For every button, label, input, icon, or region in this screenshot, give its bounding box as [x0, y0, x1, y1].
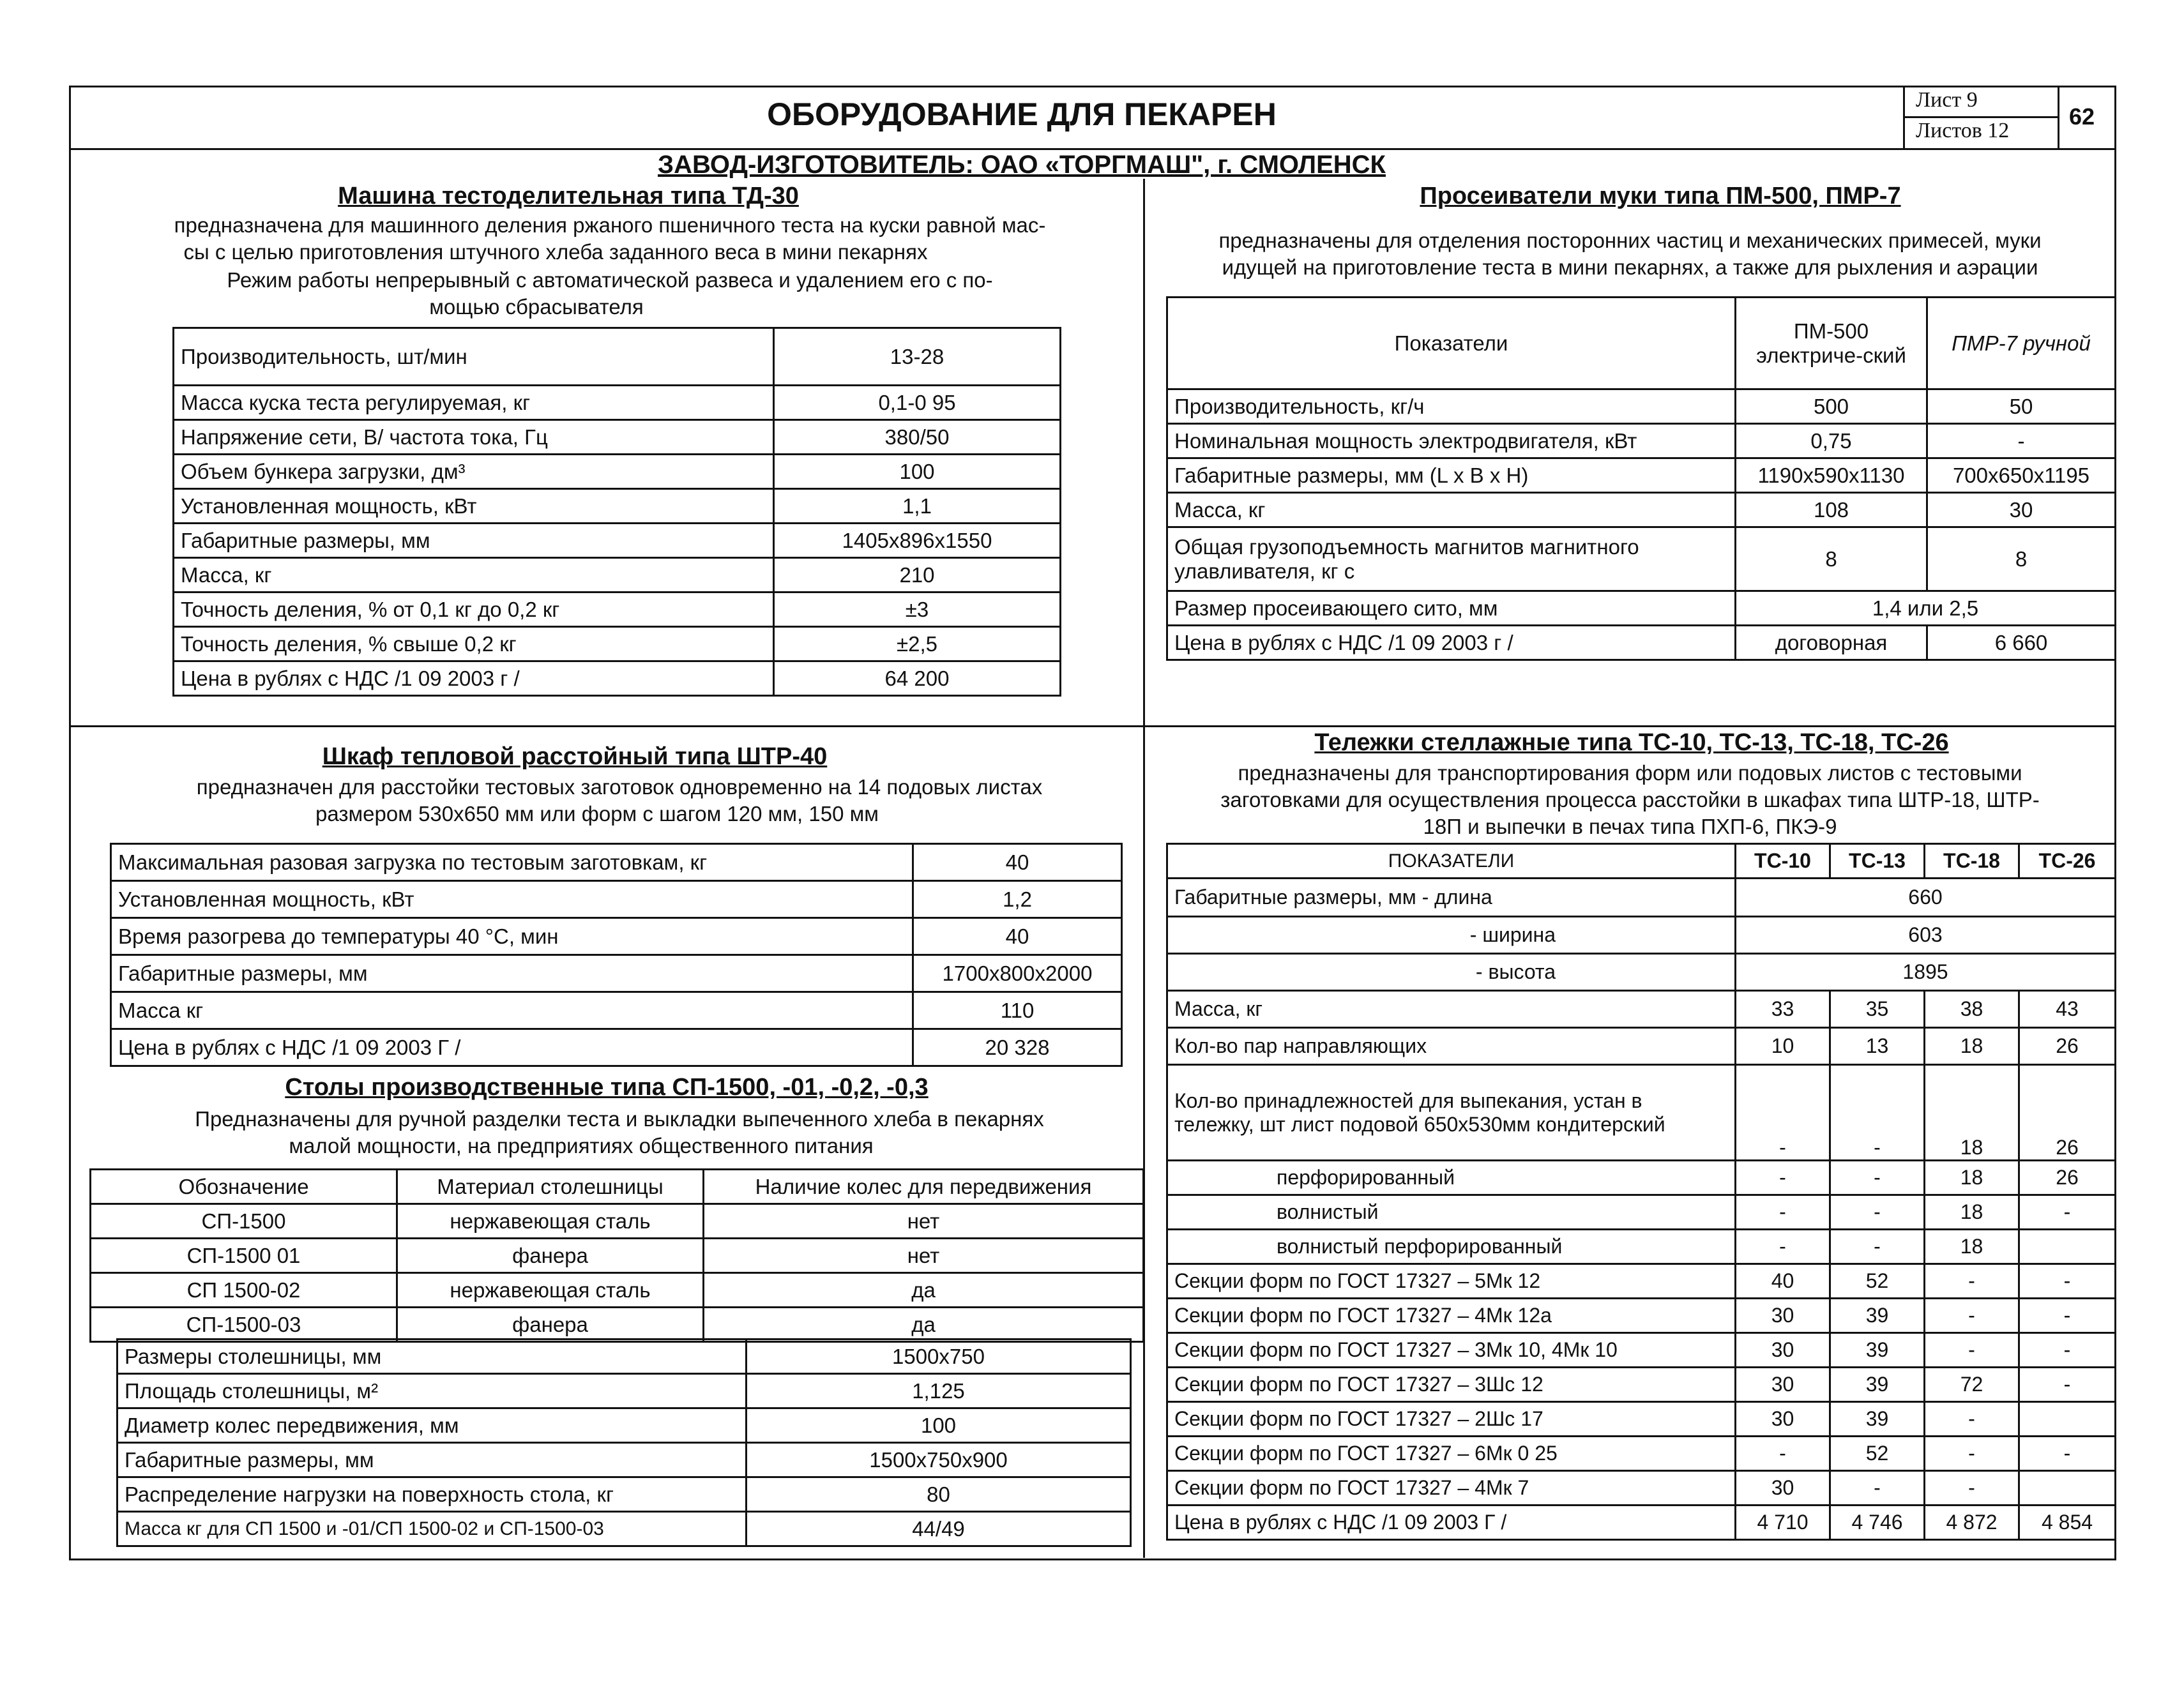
spec-value: 18 [1925, 1028, 2019, 1065]
spec-label: Максимальная разовая загрузка по тестовым заготовкам, кг [111, 844, 913, 881]
spec-label: Напряжение сети, В/ частота тока, Гц [174, 420, 774, 455]
spec-label: Габаритные размеры, мм (L x B x H) [1167, 458, 1736, 493]
table-row [1167, 1264, 2116, 1299]
sp-models-table [89, 1168, 1144, 1343]
spec-value: - [1736, 1230, 1830, 1264]
spec-value: 80 [747, 1477, 1131, 1512]
table-header-row [1167, 844, 2116, 879]
spec-value: 40 [913, 918, 1122, 955]
column-header: ПМР-7 ручной [1927, 298, 2116, 389]
spec-value: ±2,5 [774, 627, 1061, 661]
spec-value: 1700x800x2000 [913, 955, 1122, 992]
table-row [91, 1308, 1144, 1342]
table-row [174, 524, 1061, 558]
ts-desc-1: предназначены для транспортирования форм или подовых листов с тестовыми [1238, 761, 2022, 785]
spec-value: 1,2 [913, 881, 1122, 918]
spec-value: - [1830, 1065, 1925, 1161]
page-title: ОБОРУДОВАНИЕ ДЛЯ ПЕКАРЕН [767, 96, 1277, 132]
table-row [1167, 527, 2116, 591]
spec-value: 26 [2019, 1065, 2116, 1161]
spec-value: 4 872 [1925, 1506, 2019, 1540]
table-row [174, 386, 1061, 420]
middle-divider [69, 725, 2116, 727]
spec-value: - [1736, 1065, 1830, 1161]
spec-value: - [1830, 1161, 1925, 1195]
wheels: да [704, 1273, 1144, 1308]
table-row [111, 844, 1122, 881]
spec-value: 52 [1830, 1264, 1925, 1299]
column-header: ТС-18 [1925, 844, 2019, 879]
material: фанера [397, 1308, 704, 1342]
spec-value: 700x650x1195 [1927, 458, 2116, 493]
table-row [1167, 1230, 2116, 1264]
spec-value [2019, 1471, 2116, 1506]
center-divider [1143, 179, 1145, 1558]
spec-value: 33 [1736, 991, 1830, 1028]
spec-value: 500 [1736, 389, 1927, 424]
spec-label: Точность деления, % от 0,1 кг до 0,2 кг [174, 592, 774, 627]
spec-value: 1405x896x1550 [774, 524, 1061, 558]
spec-value: 18 [1925, 1230, 2019, 1264]
spec-label: Производительность, кг/ч [1167, 389, 1736, 424]
sheets-total: Листов 12 [1916, 119, 2010, 142]
ts-desc-2: заготовками для осуществления процесса расстойки в шкафах типа ШТР-18, ШТР- [1220, 788, 2040, 811]
spec-label: Габаритные размеры, мм - длина [1167, 879, 1736, 917]
table-row [111, 1029, 1122, 1066]
wheels: нет [704, 1204, 1144, 1239]
table-row [91, 1239, 1144, 1273]
model-code: СП-1500 01 [91, 1239, 397, 1273]
material: фанера [397, 1239, 704, 1273]
table-row [111, 918, 1122, 955]
spec-value: - [1925, 1437, 2019, 1471]
table-row [118, 1512, 1131, 1546]
table-row [174, 328, 1061, 386]
spec-value: 1895 [1736, 954, 2116, 991]
wheels: нет [704, 1239, 1144, 1273]
td30-desc-2: сы с целью приготовления штучного хлеба заданного веса в мини пекарнях [183, 240, 928, 264]
spec-label: Установленная мощность, кВт [174, 489, 774, 524]
spec-value: 1,125 [747, 1374, 1131, 1408]
spec-value: 4 710 [1736, 1506, 1830, 1540]
spec-value: - [2019, 1437, 2116, 1471]
table-row [1167, 1161, 2116, 1195]
pm-title: Просеиватели муки типа ПМ-500, ПМР-7 [1420, 183, 1901, 209]
spec-label: Цена в рублях с НДС /1 09 2003 г / [174, 661, 774, 696]
table-header-row [1167, 298, 2116, 389]
table-row [1167, 1028, 2116, 1065]
spec-value: 110 [913, 992, 1122, 1029]
table-row [1167, 424, 2116, 458]
table-row [118, 1477, 1131, 1512]
spec-label: Общая грузоподъемность магнитов магнитного улавливателя, кг с [1167, 527, 1736, 591]
spec-label: Размеры столешницы, мм [118, 1340, 747, 1374]
spec-value: - [1830, 1471, 1925, 1506]
spec-label: Размер просеивающего сито, мм [1167, 591, 1736, 626]
spec-value: 30 [1927, 493, 2116, 527]
spec-label: Секции форм по ГОСТ 17327 – 4Мк 12а [1167, 1299, 1736, 1333]
table-row [174, 627, 1061, 661]
spec-label: Масса, кг [174, 558, 774, 592]
table-row [1167, 917, 2116, 954]
spec-label: Площадь столешницы, м² [118, 1374, 747, 1408]
ts-title: Тележки стеллажные типа ТС-10, ТС-13, ТС-18, ТС-26 [1314, 729, 1949, 756]
pm-desc-1: предназначены для отделения посторонних частиц и механических примесей, муки [1218, 229, 2042, 252]
spec-value: 26 [2019, 1161, 2116, 1195]
column-header: ПМ-500 электриче-ский [1736, 298, 1927, 389]
model-code: СП-1500-03 [91, 1308, 397, 1342]
spec-label: - высота [1167, 954, 1736, 991]
table-row [118, 1374, 1131, 1408]
column-header: Обозначение [91, 1170, 397, 1204]
spec-value: 43 [2019, 991, 2116, 1028]
spec-value: 0,1-0 95 [774, 386, 1061, 420]
table-header-row [91, 1170, 1144, 1204]
spec-value: ±3 [774, 592, 1061, 627]
spec-value: 20 328 [913, 1029, 1122, 1066]
column-header: ТС-26 [2019, 844, 2116, 879]
spec-value: 1500x750 [747, 1340, 1131, 1374]
table-row [174, 455, 1061, 489]
ts-desc-3: 18П и выпечки в печах типа ПХП-6, ПКЭ-9 [1423, 815, 1837, 838]
spec-label: Точность деления, % свыше 0,2 кг [174, 627, 774, 661]
column-header: Показатели [1167, 298, 1736, 389]
spec-label: Секции форм по ГОСТ 17327 – 3Мк 10, 4Мк 10 [1167, 1333, 1736, 1368]
table-row [174, 489, 1061, 524]
spec-value: 64 200 [774, 661, 1061, 696]
table-row [174, 661, 1061, 696]
spec-value: 30 [1736, 1299, 1830, 1333]
spec-value: 6 660 [1927, 626, 2116, 660]
spec-value: 1,4 или 2,5 [1736, 591, 2116, 626]
table-row [174, 420, 1061, 455]
spec-label: Время разогрева до температуры 40 °С, мин [111, 918, 913, 955]
sp-specs-table [116, 1338, 1132, 1547]
shtr-title: Шкаф тепловой расстойный типа ШТР-40 [322, 743, 828, 770]
spec-label: Секции форм по ГОСТ 17327 – 6Мк 0 25 [1167, 1437, 1736, 1471]
shtr-desc-2: размером 530x650 мм или форм с шагом 120 мм, 150 мм [315, 802, 879, 826]
sheet-number: Лист 9 [1916, 88, 1978, 112]
spec-label: Габаритные размеры, мм [174, 524, 774, 558]
td30-title: Машина тестоделительная типа ТД-30 [338, 183, 799, 209]
td30-desc-4: мощью сбрасывателя [429, 295, 644, 319]
spec-label: перфорированный [1167, 1161, 1736, 1195]
table-row [111, 955, 1122, 992]
spec-value: договорная [1736, 626, 1927, 660]
table-row [1167, 1368, 2116, 1402]
spec-value: - [1736, 1437, 1830, 1471]
spec-label: Установленная мощность, кВт [111, 881, 913, 918]
spec-value: 40 [1736, 1264, 1830, 1299]
spec-value: 39 [1830, 1333, 1925, 1368]
sp-desc-2: малой мощности, на предприятиях общественного питания [289, 1134, 874, 1158]
table-row [1167, 954, 2116, 991]
spec-value [2019, 1230, 2116, 1264]
spec-value: 38 [1925, 991, 2019, 1028]
spec-label: волнистый перфорированный [1167, 1230, 1736, 1264]
table-row [1167, 493, 2116, 527]
spec-value: - [1925, 1333, 2019, 1368]
spec-value: 1190x590x1130 [1736, 458, 1927, 493]
spec-label: Масса кг [111, 992, 913, 1029]
column-header: ПОКАЗАТЕЛИ [1167, 844, 1736, 879]
spec-value: 39 [1830, 1299, 1925, 1333]
manufacturer-line: ЗАВОД-ИЗГОТОВИТЕЛЬ: ОАО «ТОРГМАШ", г. СМОЛЕНСК [658, 151, 1386, 179]
table-row [1167, 1195, 2116, 1230]
sheet-box-mid [1903, 116, 2059, 118]
spec-label: Секции форм по ГОСТ 17327 – 3Шс 12 [1167, 1368, 1736, 1402]
spec-value: - [1927, 424, 2116, 458]
model-code: СП 1500-02 [91, 1273, 397, 1308]
spec-value: 100 [747, 1408, 1131, 1443]
spec-value: 10 [1736, 1028, 1830, 1065]
spec-label: Распределение нагрузки на поверхность стола, кг [118, 1477, 747, 1512]
table-row [1167, 879, 2116, 917]
table-row [1167, 389, 2116, 424]
spec-value: 18 [1925, 1065, 2019, 1161]
td30-desc-3: Режим работы непрерывный с автоматической развеса и удалением его с по- [227, 268, 993, 292]
sp-title: Столы производственные типа СП-1500, -01, -0,2, -0,3 [285, 1074, 929, 1101]
model-code: СП-1500 [91, 1204, 397, 1239]
spec-value: 8 [1927, 527, 2116, 591]
table-row [1167, 991, 2116, 1028]
material: нержавеющая сталь [397, 1204, 704, 1239]
table-row [91, 1204, 1144, 1239]
spec-value: - [2019, 1195, 2116, 1230]
column-header: Наличие колес для передвижения [704, 1170, 1144, 1204]
spec-value: 0,75 [1736, 424, 1927, 458]
spec-value: 603 [1736, 917, 2116, 954]
spec-value: 108 [1736, 493, 1927, 527]
pm-specs-table [1166, 296, 2116, 661]
spec-value: - [1925, 1402, 2019, 1437]
spec-value: 380/50 [774, 420, 1061, 455]
spec-value: - [1830, 1230, 1925, 1264]
spec-value: 40 [913, 844, 1122, 881]
spec-label: волнистый [1167, 1195, 1736, 1230]
spec-value [2019, 1402, 2116, 1437]
table-row [1167, 1437, 2116, 1471]
wheels: да [704, 1308, 1144, 1342]
page-number: 62 [2069, 103, 2095, 130]
spec-value: 30 [1736, 1471, 1830, 1506]
spec-value: 44/49 [747, 1512, 1131, 1546]
spec-value: 30 [1736, 1333, 1830, 1368]
spec-value: 18 [1925, 1195, 2019, 1230]
table-row [91, 1273, 1144, 1308]
spec-value: - [2019, 1333, 2116, 1368]
shtr-desc-1: предназначен для расстойки тестовых заготовок одновременно на 14 подовых листах [196, 775, 1043, 799]
table-row [1167, 1299, 2116, 1333]
spec-label: Масса куска теста регулируемая, кг [174, 386, 774, 420]
spec-value: - [1925, 1299, 2019, 1333]
spec-label: Диаметр колес передвижения, мм [118, 1408, 747, 1443]
ts-specs-table [1166, 843, 2116, 1541]
td30-specs-table [172, 327, 1061, 697]
td30-desc-1: предназначена для машинного деления ржаного пшеничного теста на куски равной мас- [174, 213, 1046, 237]
table-row [1167, 1333, 2116, 1368]
spec-value: - [1830, 1195, 1925, 1230]
table-row [174, 592, 1061, 627]
spec-label: Габаритные размеры, мм [118, 1443, 747, 1477]
spec-value: - [1736, 1195, 1830, 1230]
spec-value: 26 [2019, 1028, 2116, 1065]
spec-value: - [2019, 1299, 2116, 1333]
shtr-specs-table [110, 843, 1123, 1067]
table-row [1167, 1065, 2116, 1161]
spec-value: 13-28 [774, 328, 1061, 386]
spec-label: Цена в рублях с НДС /1 09 2003 Г / [1167, 1506, 1736, 1540]
spec-value: 72 [1925, 1368, 2019, 1402]
table-row [1167, 458, 2116, 493]
material: нержавеющая сталь [397, 1273, 704, 1308]
spec-label: Масса кг для СП 1500 и -01/СП 1500-02 и СП-1500-03 [118, 1512, 747, 1546]
spec-value: 35 [1830, 991, 1925, 1028]
spec-value: 100 [774, 455, 1061, 489]
spec-value: 30 [1736, 1368, 1830, 1402]
table-row [1167, 1506, 2116, 1540]
spec-label: Габаритные размеры, мм [111, 955, 913, 992]
spec-value: 13 [1830, 1028, 1925, 1065]
column-header: Материал столешницы [397, 1170, 704, 1204]
spec-value: - [2019, 1264, 2116, 1299]
spec-label: Секции форм по ГОСТ 17327 – 4Мк 7 [1167, 1471, 1736, 1506]
spec-value: 1,1 [774, 489, 1061, 524]
spec-value: 30 [1736, 1402, 1830, 1437]
spec-value: 50 [1927, 389, 2116, 424]
spec-value: - [1925, 1471, 2019, 1506]
table-row [118, 1443, 1131, 1477]
spec-value: - [1925, 1264, 2019, 1299]
spec-label: Цена в рублях с НДС /1 09 2003 Г / [111, 1029, 913, 1066]
spec-label: Кол-во пар направляющих [1167, 1028, 1736, 1065]
header-divider [69, 148, 2116, 150]
table-row [111, 881, 1122, 918]
table-row [1167, 1402, 2116, 1437]
sp-desc-1: Предназначены для ручной разделки теста и выкладки выпеченного хлеба в пекарнях [195, 1107, 1044, 1131]
pm-desc-2: идущей на приготовление теста в мини пекарнях, а также для рыхления и аэрации [1222, 255, 2038, 279]
spec-label: Кол-во принадлежностей для выпекания, устан в тележку, шт лист подовой 650x530мм кондитерский [1167, 1065, 1736, 1161]
spec-label: Цена в рублях с НДС /1 09 2003 г / [1167, 626, 1736, 660]
spec-label: - ширина [1167, 917, 1736, 954]
spec-label: Масса, кг [1167, 991, 1736, 1028]
column-header: ТС-13 [1830, 844, 1925, 879]
spec-label: Объем бункера загрузки, дм³ [174, 455, 774, 489]
column-header: ТС-10 [1736, 844, 1830, 879]
spec-label: Масса, кг [1167, 493, 1736, 527]
spec-value: 39 [1830, 1368, 1925, 1402]
spec-value: 4 746 [1830, 1506, 1925, 1540]
table-row [111, 992, 1122, 1029]
spec-value: 4 854 [2019, 1506, 2116, 1540]
spec-value: - [1736, 1161, 1830, 1195]
table-row [1167, 626, 2116, 660]
table-row [118, 1408, 1131, 1443]
table-row [1167, 1471, 2116, 1506]
spec-value: 39 [1830, 1402, 1925, 1437]
table-row [118, 1340, 1131, 1374]
table-row [174, 558, 1061, 592]
spec-value: 52 [1830, 1437, 1925, 1471]
spec-value: 210 [774, 558, 1061, 592]
spec-label: Номинальная мощность электродвигателя, кВт [1167, 424, 1736, 458]
spec-label: Производительность, шт/мин [174, 328, 774, 386]
spec-label: Секции форм по ГОСТ 17327 – 2Шс 17 [1167, 1402, 1736, 1437]
spec-value: 1500x750x900 [747, 1443, 1131, 1477]
spec-value: 8 [1736, 527, 1927, 591]
spec-label: Секции форм по ГОСТ 17327 – 5Мк 12 [1167, 1264, 1736, 1299]
spec-value: - [2019, 1368, 2116, 1402]
table-row [1167, 591, 2116, 626]
spec-value: 660 [1736, 879, 2116, 917]
spec-value: 18 [1925, 1161, 2019, 1195]
